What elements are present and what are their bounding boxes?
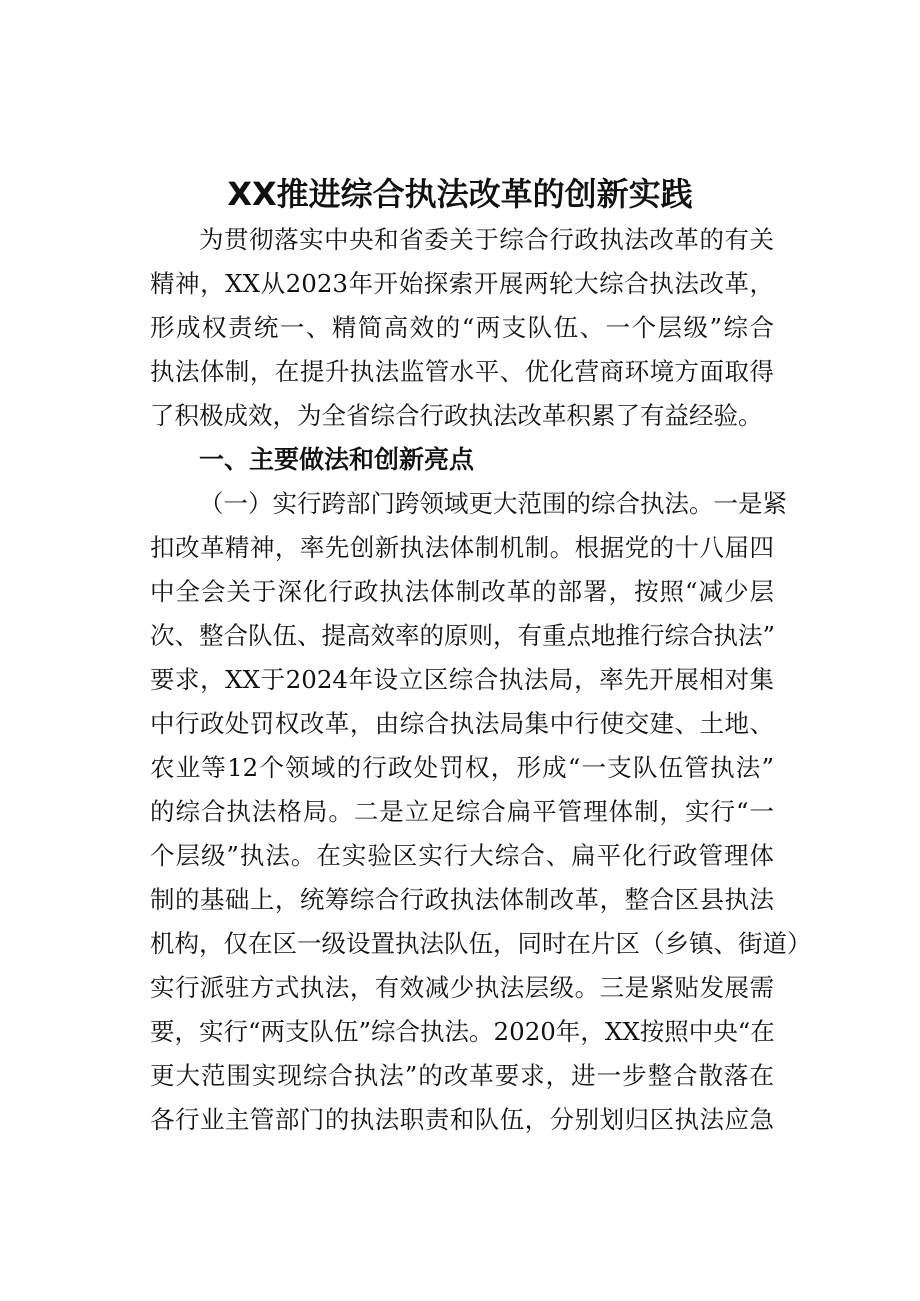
intro-line: 为贯彻落实中央和省委关于综合行政执法改革的有关 <box>199 225 774 254</box>
body-line: 机构，仅在区一级设置执法队伍，同时在片区（乡镇、街道） <box>150 929 812 958</box>
body-line: （一）实行跨部门跨领域更大范围的综合执法。一是紧 <box>199 489 787 518</box>
body-line: 制的基础上，统筹综合行政执法体制改革，整合区县执法 <box>150 885 774 914</box>
intro-line: 了积极成效，为全省综合行政执法改革积累了有益经验。 <box>150 401 763 430</box>
intro-line: 形成权责统一、精简高效的“两支队伍、一个层级”综合 <box>150 313 774 342</box>
body-line: 更大范围实现综合执法”的改革要求，进一步整合散落在 <box>150 1061 774 1090</box>
body-line: 扣改革精神，率先创新执法体制机制。根据党的十八届四 <box>150 533 774 562</box>
body-line: 中全会关于深化行政执法体制改革的部署，按照“减少层 <box>150 577 774 606</box>
body-line: 中行政处罚权改革，由综合执法局集中行使交建、土地、 <box>150 709 774 738</box>
intro-line: 执法体制，在提升执法监管水平、优化营商环境方面取得 <box>150 357 774 386</box>
body-line: 实行派驻方式执法，有效减少执法层级。三是紧贴发展需 <box>150 973 774 1002</box>
intro-line: 精神，XX从2023年开始探索开展两轮大综合执法改革， <box>150 269 774 298</box>
body-line: 的综合执法格局。二是立足综合扁平管理体制，实行“一 <box>150 797 774 826</box>
body-line: 要，实行“两支队伍”综合执法。2020年，XX按照中央“在 <box>150 1017 775 1046</box>
section-heading: 一、主要做法和创新亮点 <box>199 445 475 474</box>
body-line: 农业等12个领域的行政处罚权，形成“一支队伍管执法” <box>150 753 774 782</box>
body-line: 各行业主管部门的执法职责和队伍，分别划归区执法应急 <box>150 1105 774 1134</box>
body-line: 要求，XX于2024年设立区综合执法局，率先开展相对集 <box>150 665 774 694</box>
body-line: 次、整合队伍、提高效率的原则，有重点地推行综合执法” <box>150 621 776 650</box>
body-line: 个层级”执法。在实验区实行大综合、扁平化行政管理体 <box>150 841 774 870</box>
document-title: XX推进综合执法改革的创新实践 <box>227 175 693 213</box>
